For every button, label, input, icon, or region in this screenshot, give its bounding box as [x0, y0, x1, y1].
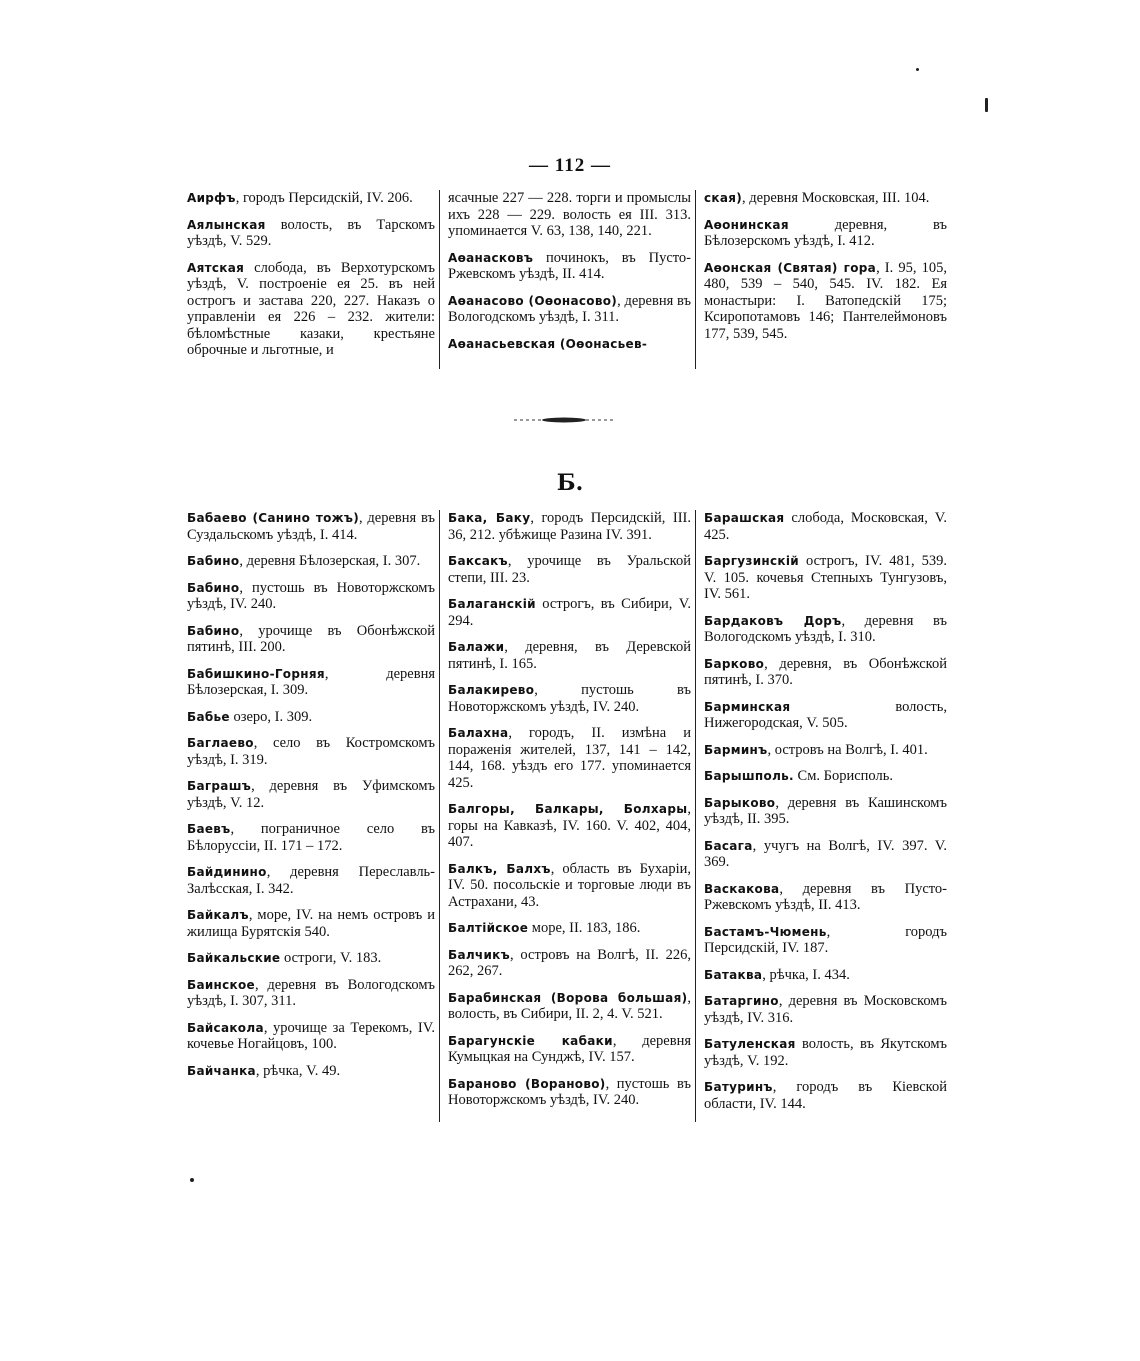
top-column-1: [183, 190, 439, 369]
index-entry: [704, 217, 947, 250]
entry-headword: Бабишкино-Горняя: [187, 666, 325, 681]
entry-text: волость, въ Тарскомъ уѣздѣ, V. 529.: [187, 216, 435, 249]
entry-text: , деревня, въ Деревской пятинѣ, I. 165.: [448, 639, 691, 672]
entry-text: , село въ Костромскомъ уѣздѣ, I. 319.: [187, 735, 435, 768]
entry-headword: Балаганскій: [448, 597, 536, 611]
index-entry: [448, 920, 691, 937]
entry-headword: Аѳанасово (Оѳонасово): [448, 293, 618, 308]
entry-headword: Аирфъ: [187, 191, 236, 205]
entry-text: , деревня Бѣлозерская, I. 307.: [239, 553, 421, 569]
entry-headword: Байкальские: [187, 951, 281, 965]
entry-headword: Балтійское: [448, 921, 529, 935]
entry-text: , горы на Кавказѣ, IV. 160. V. 402, 404, 407.: [448, 801, 691, 850]
entry-text: , деревня въ Вологодскомъ уѣздѣ, I. 311.: [448, 292, 691, 325]
entry-headword: Барагунскіе кабаки: [448, 1033, 613, 1048]
entry-text: , урочище въ Уральской степи, III. 23.: [448, 553, 691, 586]
index-entry: [448, 947, 691, 980]
index-entry: [704, 795, 947, 828]
entry-text: , городъ въ Кіевской области, IV. 144.: [704, 1079, 947, 1112]
entry-headword: Баграшъ: [187, 779, 252, 793]
entry-headword: Байкалъ: [187, 908, 249, 922]
index-entry: [187, 623, 435, 656]
entry-headword: Аялынская: [187, 217, 266, 232]
entry-headword: Аѳанасьевская (Оѳонасьев-: [448, 336, 648, 351]
index-entry: [448, 250, 691, 283]
entry-text: деревня, въ Бѣлозерскомъ уѣздѣ, I. 412.: [704, 216, 947, 249]
entry-text: , пустошь въ Новоторжскомъ уѣздѣ, IV. 240.: [187, 579, 435, 612]
entry-text: , островъ на Волгѣ, I. 401.: [767, 741, 928, 758]
entry-headword: Байдинино: [187, 865, 267, 879]
entry-text: , деревня въ Уфимскомъ уѣздѣ, V. 12.: [187, 778, 435, 811]
entry-text: , городъ, II. измѣна и пораженія жителей, 137, 141 – 142, 144, 168. уѣздъ его 177. упоминается 425.: [448, 725, 691, 791]
index-entry: [704, 260, 947, 343]
index-entry: [187, 821, 435, 854]
entry-text: , пограничное село въ Бѣлоруссіи, II. 171 – 172.: [187, 821, 435, 854]
index-entry: [704, 838, 947, 871]
entry-headword: ская): [704, 191, 743, 205]
entry-text: , пустошь въ Новоторжскомъ уѣздѣ, IV. 240.: [448, 682, 691, 715]
index-entry: [448, 336, 691, 353]
entry-text: , островъ на Волгѣ, II. 226, 262, 267.: [448, 946, 691, 979]
entry-headword: Барышполь.: [704, 769, 794, 783]
index-entry: [187, 217, 435, 250]
bottom-column-3: [695, 510, 951, 1122]
index-entry: [187, 260, 435, 359]
index-entry: [187, 778, 435, 811]
index-entry: [448, 801, 691, 851]
entry-text: , деревня въ Пусто-Ржевскомъ уѣздѣ, II. 413.: [704, 880, 947, 913]
entry-text: , деревня Бѣлозерская, I. 309.: [187, 665, 435, 698]
index-entry: [704, 510, 947, 543]
entry-headword: Баксакъ: [448, 554, 508, 568]
entry-headword: Барминская: [704, 699, 791, 714]
entry-headword: Бардаковъ Доръ: [704, 613, 842, 628]
index-entry: [704, 656, 947, 689]
index-entry: [448, 510, 691, 543]
entry-headword: Балкъ, Балхъ: [448, 861, 551, 876]
index-entry: [187, 977, 435, 1010]
index-entry: [187, 907, 435, 940]
index-entry: [704, 1036, 947, 1069]
entry-headword: Бабаево (Санино тожъ): [187, 511, 359, 525]
index-entry: [448, 725, 691, 791]
index-entry: [187, 510, 435, 543]
entry-headword: Байчанка: [187, 1063, 256, 1078]
index-entry: [187, 709, 435, 726]
speck-mark: [190, 1178, 194, 1182]
entry-headword: Баглаево: [187, 736, 254, 750]
top-column-3: [695, 190, 951, 369]
entry-text: , городъ Персидскій, IV. 206.: [235, 190, 413, 206]
entry-text: , городъ Персидскій, IV. 187.: [704, 923, 947, 956]
entry-headword: Баргузинскій: [704, 554, 799, 568]
index-entry: [448, 682, 691, 715]
entry-headword: Бабино: [187, 554, 240, 568]
entry-text: , область въ Бухаріи, IV. 50. посольскіе и торговые люди въ Астрахани, 43.: [448, 860, 691, 910]
section-letter: Б.: [556, 470, 584, 496]
entry-headword: Бака, Баку: [448, 511, 531, 525]
entry-text: , I. 95, 105, 480, 539 – 540, 545. IV. 182. Ея монастыри: I. Ватопедскій 175; Ксиропотамовъ 146; Пантелеймоновъ 177, 539, 545.: [704, 259, 947, 342]
entry-text: слобода, въ Верхотурскомъ уѣздѣ, V. построеніе ея 25. въ ней острогъ и застава 220, 227. Наказъ о управленіи ея 226 – 232. жители: бѣломѣстные казаки, крестьяне оброчные и льготные, и: [187, 259, 435, 358]
entry-text: , деревня въ Вологодскомъ уѣздѣ, I. 310.: [704, 612, 947, 645]
entry-text: , деревня въ Суздальскомъ уѣздѣ, I. 414.: [187, 510, 435, 543]
entry-text: море, II. 183, 186.: [528, 920, 641, 936]
index-entry: [704, 613, 947, 646]
speck-mark: [985, 98, 988, 112]
entry-headword: Бабье: [187, 709, 230, 724]
entry-headword: Балажи: [448, 640, 505, 654]
index-entry: [704, 924, 947, 957]
index-entry: [704, 993, 947, 1026]
entry-text: острогъ, IV. 481, 539. V. 105. кочевья Степныхъ Тунгузовъ, IV. 561.: [704, 553, 947, 602]
index-entry: [187, 580, 435, 613]
index-entry: [187, 553, 435, 570]
entry-text: , деревня Переславль-Залѣсская, I. 342.: [187, 864, 435, 897]
entry-text: озеро, I. 309.: [229, 708, 313, 725]
index-entry: [448, 596, 691, 629]
index-entry: [448, 639, 691, 672]
top-column-2: [439, 190, 695, 369]
entry-headword: Бабино: [187, 580, 240, 595]
entry-text: волость, въ Якутскомъ уѣздѣ, V. 192.: [704, 1036, 947, 1069]
index-entry: [704, 742, 947, 759]
index-entry: [187, 1063, 435, 1080]
entry-text: волость, Нижегородская, V. 505.: [704, 698, 947, 731]
entry-headword: Батаргино: [704, 994, 779, 1008]
index-entry: [448, 190, 691, 240]
entry-headword: Барыково: [704, 795, 776, 810]
index-entry: [187, 1020, 435, 1053]
entry-headword: Баинское: [187, 977, 255, 992]
entry-headword: Балакирево: [448, 683, 535, 697]
index-entry: [448, 293, 691, 326]
entry-headword: Барково: [704, 656, 765, 671]
entry-headword: Батаква: [704, 967, 763, 982]
ornamental-divider: [514, 416, 614, 424]
entry-headword: Балчикъ: [448, 947, 510, 962]
index-entry: [187, 950, 435, 967]
entry-headword: Аѳанасковъ: [448, 250, 534, 265]
entry-text: , деревня, въ Обонѣжской пятинѣ, I. 370.: [704, 655, 947, 688]
entry-text: , деревня Кумыцкая на Сунджѣ, IV. 157.: [448, 1032, 691, 1065]
entry-text: См. Борисполь.: [793, 768, 893, 784]
index-entry: [704, 967, 947, 984]
entry-text: ясачные 227 — 228. торги и промыслы ихъ 228 — 229. волость ея III. 313. упоминается V. 63, 138, 140, 221.: [448, 190, 691, 239]
index-entry: [704, 190, 947, 207]
entry-headword: Аѳонинская: [704, 217, 789, 232]
entry-text: , урочище за Терекомъ, IV. кочевье Ногайцовъ, 100.: [187, 1019, 435, 1052]
index-entry: [187, 666, 435, 699]
bottom-section: [183, 510, 953, 1122]
index-entry: [187, 190, 435, 207]
entry-text: , деревня въ Вологодскомъ уѣздѣ, I. 307, 311.: [187, 976, 435, 1009]
entry-text: , городъ Персидскій, III. 36, 212. убѣжище Разина IV. 391.: [448, 510, 692, 543]
entry-text: остроги, V. 183.: [280, 950, 382, 966]
entry-text: , море, IV. на немъ островъ и жилища Бурятскія 540.: [187, 907, 435, 940]
index-entry: [448, 861, 691, 911]
index-entry: [704, 768, 947, 785]
entry-headword: Батуринъ: [704, 1080, 773, 1094]
entry-headword: Батуленская: [704, 1037, 796, 1051]
index-entry: [704, 699, 947, 732]
entry-text: починокъ, въ Пусто-Ржевскомъ уѣздѣ, II. 414.: [448, 249, 691, 282]
entry-text: , рѣчка, V. 49.: [255, 1062, 341, 1079]
entry-headword: Бараново (Ворaново): [448, 1076, 606, 1091]
index-entry: [187, 735, 435, 768]
entry-headword: Аятская: [187, 260, 245, 275]
page-number: — 112 —: [529, 155, 611, 176]
entry-text: , волость, въ Сибири, II. 2, 4. V. 521.: [448, 989, 691, 1022]
bottom-column-1: [183, 510, 439, 1122]
entry-headword: Бабино: [187, 623, 240, 638]
entry-text: , рѣчка, I. 434.: [762, 966, 850, 983]
entry-headword: Басага: [704, 838, 753, 853]
index-entry: [704, 881, 947, 914]
entry-headword: Байсакола: [187, 1020, 264, 1035]
entry-headword: Балахна: [448, 726, 509, 740]
entry-text: , пустошь въ Новоторжскомъ уѣздѣ, IV. 240.: [448, 1075, 691, 1108]
speck-mark: [916, 68, 919, 71]
entry-text: , учугъ на Волгѣ, IV. 397. V. 369.: [704, 837, 947, 870]
entry-headword: Балгоры, Балкары, Болхары: [448, 802, 688, 816]
entry-headword: Барминъ: [704, 742, 768, 757]
top-section: [183, 190, 953, 369]
entry-text: , деревня въ Кашинскомъ уѣздѣ, II. 395.: [704, 794, 947, 827]
index-entry: [704, 553, 947, 603]
index-entry: [704, 1079, 947, 1112]
entry-text: , деревня Московская, III. 104.: [742, 190, 930, 206]
entry-headword: Васкакова: [704, 881, 780, 896]
entry-text: , урочище въ Обонѣжской пятинѣ, III. 200.: [187, 622, 435, 655]
entry-headword: Аѳонская (Святая) гора: [704, 260, 877, 275]
index-entry: [448, 1033, 691, 1066]
entry-text: слобода, Московская, V. 425.: [704, 510, 947, 543]
entry-headword: Бастамъ-Чюмень: [704, 924, 827, 939]
entry-text: , деревня въ Московскомъ уѣздѣ, IV. 316.: [704, 993, 947, 1026]
entry-text: острогъ, въ Сибири, V. 294.: [448, 596, 691, 629]
index-entry: [448, 553, 691, 586]
bottom-column-2: [439, 510, 695, 1122]
entry-headword: Барашская: [704, 511, 785, 525]
entry-headword: Барабинская (Ворова большая): [448, 990, 688, 1005]
index-entry: [187, 864, 435, 897]
entry-headword: Баевъ: [187, 822, 231, 836]
index-entry: [448, 990, 691, 1023]
index-entry: [448, 1076, 691, 1109]
